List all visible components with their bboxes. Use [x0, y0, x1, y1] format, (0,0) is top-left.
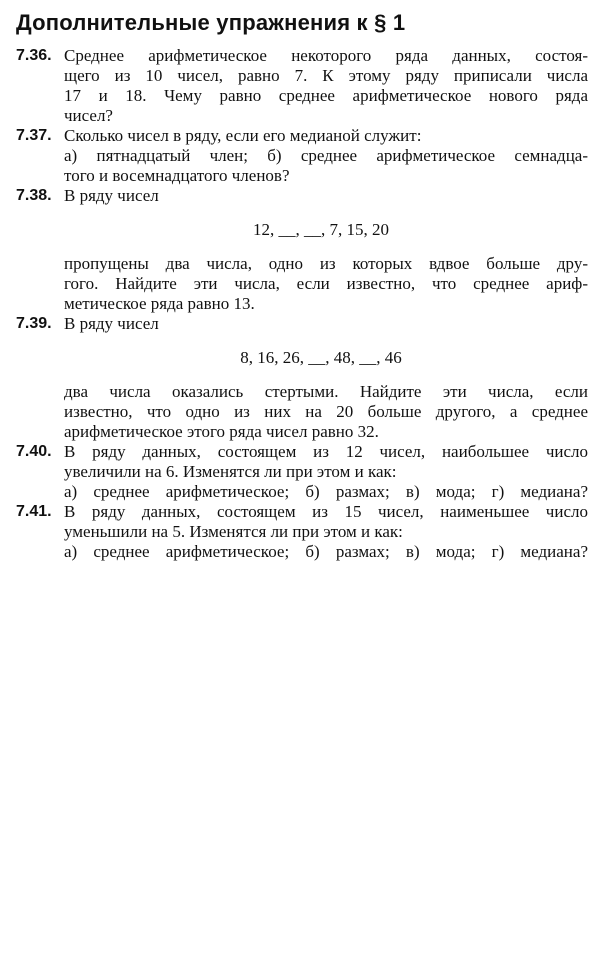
number-sequence: 12, __, __, 7, 15, 20: [253, 220, 389, 239]
number-sequence: 8, 16, 26, __, 48, __, 46: [240, 348, 402, 367]
exercise-7-37: [16, 126, 588, 186]
exercise-7-39: [16, 314, 588, 442]
exercise-line: пропущены два числа, одно из которых вдвое больше дру-: [64, 254, 588, 273]
exercise-line: метическое ряда равно 13.: [64, 294, 255, 313]
exercise-line: 17 и 18. Чему равно среднее арифметическое нового ряда: [64, 86, 588, 105]
exercise-line: В ряду данных, состоящем из 15 чисел, наименьшее число: [64, 502, 588, 521]
exercise-line: В ряду данных, состоящем из 12 чисел, наибольшее число: [64, 442, 588, 461]
exercise-line: гого. Найдите эти числа, если известно, что среднее ариф-: [64, 274, 588, 293]
exercise-number: 7.37.: [16, 127, 52, 144]
exercise-line: увеличили на 6. Изменятся ли при этом и как:: [64, 462, 397, 481]
exercise-number: 7.39.: [16, 315, 52, 332]
exercise-7-36: [16, 46, 588, 126]
exercise-line: того и восемнадцатого членов?: [64, 166, 290, 185]
exercise-line: а) среднее арифметическое; б) размах; в) мода; г) медиана?: [64, 542, 588, 561]
exercise-intro: В ряду чисел: [64, 314, 159, 333]
exercise-intro: В ряду чисел: [64, 186, 159, 205]
exercise-7-41: [16, 502, 588, 562]
exercise-line: известно, что одно из них на 20 больше другого, а среднее: [64, 402, 588, 421]
exercise-7-40: [16, 442, 588, 502]
exercise-line: Сколько чисел в ряду, если его медианой служит:: [64, 126, 422, 145]
exercise-line: два числа оказались стертыми. Найдите эти числа, если: [64, 382, 588, 401]
page-title: Дополнительные упражнения к § 1: [16, 10, 406, 35]
page: [16, 8, 588, 562]
exercise-line: щего из 10 чисел, равно 7. К этому ряду приписали числа: [64, 66, 588, 85]
exercise-line: а) среднее арифметическое; б) размах; в) мода; г) медиана?: [64, 482, 588, 501]
exercise-7-38: [16, 186, 588, 314]
exercise-number: 7.40.: [16, 443, 52, 460]
exercise-line: Среднее арифметическое некоторого ряда данных, состоя-: [64, 46, 588, 65]
exercise-number: 7.38.: [16, 187, 52, 204]
exercise-number: 7.41.: [16, 503, 52, 520]
exercise-line: уменьшили на 5. Изменятся ли при этом и как:: [64, 522, 403, 541]
exercise-line: а) пятнадцатый член; б) среднее арифметическое семнадца-: [64, 146, 588, 165]
exercise-line: чисел?: [64, 106, 113, 125]
exercise-number: 7.36.: [16, 47, 52, 64]
exercise-line: арифметическое этого ряда чисел равно 32.: [64, 422, 379, 441]
